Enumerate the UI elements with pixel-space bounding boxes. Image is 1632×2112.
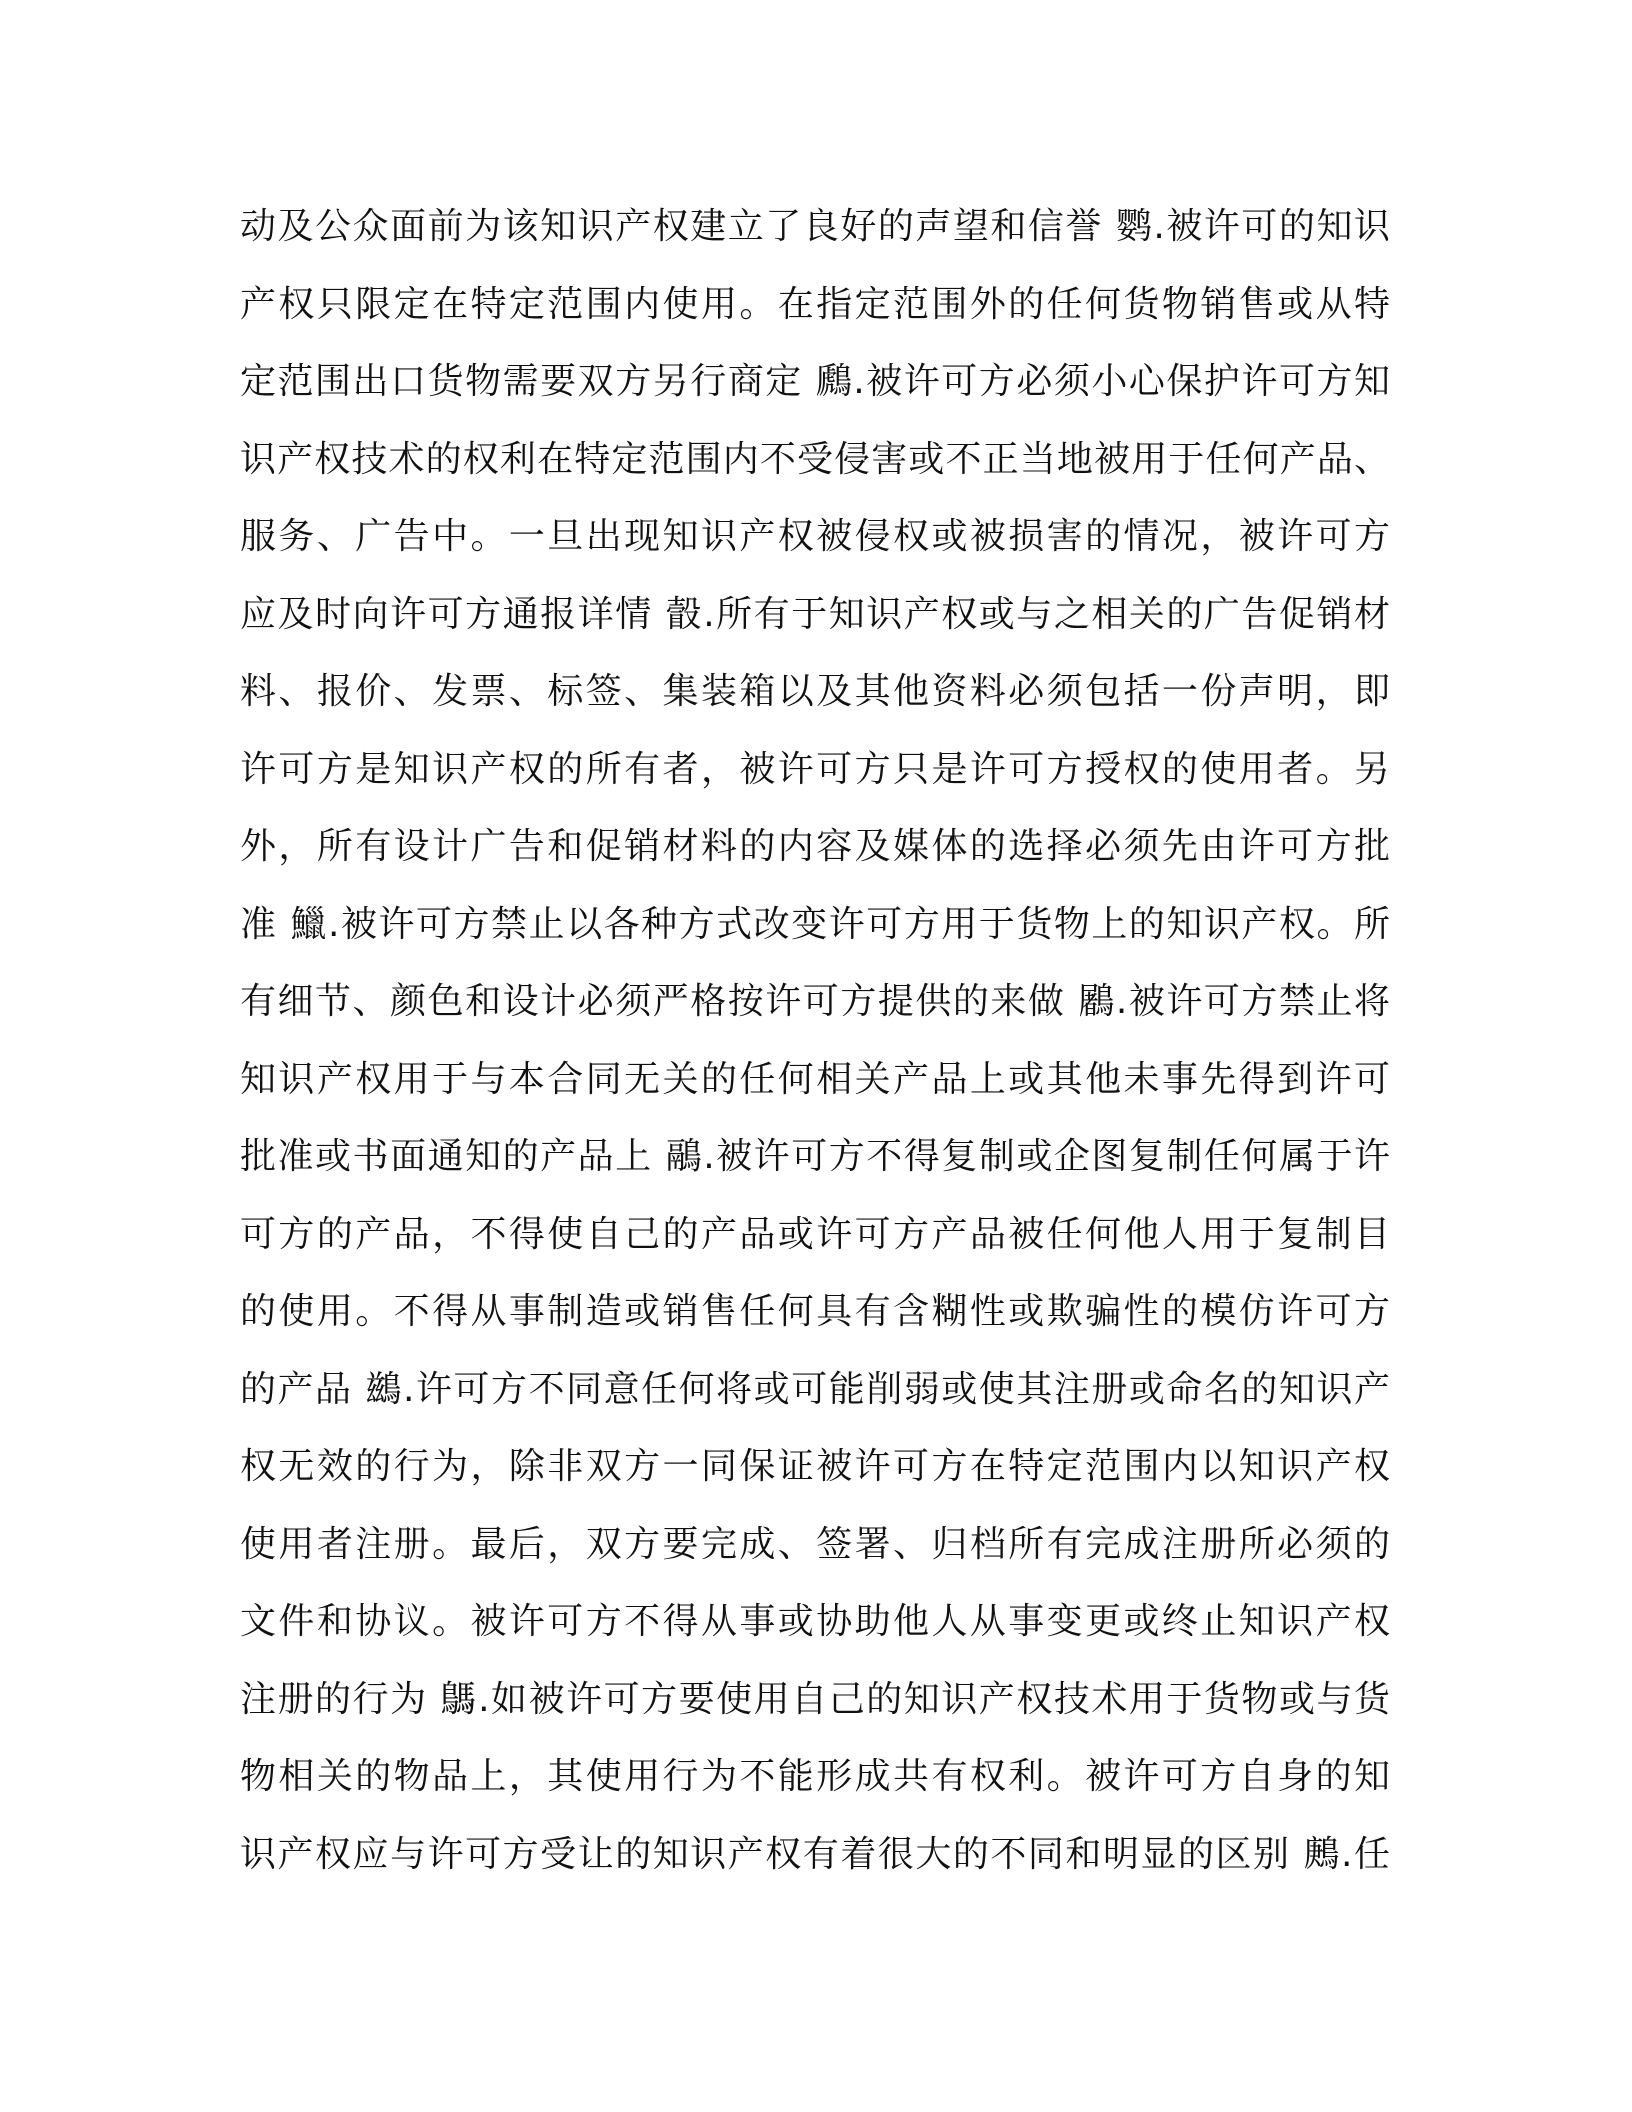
text-line: 外，所有设计广告和促销材料的内容及媒体的选择必须先由许可方批 xyxy=(240,826,1390,867)
text-line: 可方的产品，不得使自己的产品或许可方产品被任何他人用于复制目 xyxy=(240,1213,1390,1255)
text-line: 注册的行为 鷌.如被许可方要使用自己的知识产权技术用于货物或与货 xyxy=(240,1678,1390,1720)
text-line: 权无效的行为，除非双方一同保证被许可方在特定范围内以知识产权 xyxy=(240,1446,1390,1487)
text-line: 应及时向许可方通报详情 瞉.所有于知识产权或与之相关的广告促销材 xyxy=(240,593,1390,635)
text-line: 识产权应与许可方受让的知识产权有着很大的不同和明显的区别 鶊.任 xyxy=(240,1833,1390,1875)
text-line: 动及公众面前为该知识产权建立了良好的声望和信誉 鹦.被许可的知识 xyxy=(240,206,1390,247)
text-line: 产权只限定在特定范围内使用。在指定范围外的任何货物销售或从特 xyxy=(240,283,1390,325)
text-line: 批准或书面通知的产品上 鷊.被许可方不得复制或企图复制任何属于许 xyxy=(240,1136,1390,1177)
text-line: 服务、广告中。一旦出现知识产权被侵权或被损害的情况，被许可方 xyxy=(240,516,1390,557)
text-line: 物相关的物品上，其使用行为不能形成共有权利。被许可方自身的知 xyxy=(240,1756,1390,1797)
text-line: 的产品 鷀.许可方不同意任何将或可能削弱或使其注册或命名的知识产 xyxy=(240,1368,1390,1410)
text-line: 识产权技术的权利在特定范围内不受侵害或不正当地被用于任何产品、 xyxy=(240,438,1390,480)
text-line: 知识产权用于与本合同无关的任何相关产品上或其他未事先得到许可 xyxy=(240,1058,1390,1100)
text-line: 文件和协议。被许可方不得从事或协助他人从事变更或终止知识产权 xyxy=(240,1601,1390,1642)
text-line: 的使用。不得从事制造或销售任何具有含糊性或欺骗性的模仿许可方 xyxy=(240,1291,1390,1332)
text-line: 使用者注册。最后，双方要完成、签署、归档所有完成注册所必须的 xyxy=(240,1523,1390,1565)
text-line: 定范围出口货物需要双方另行商定 鷉.被许可方必须小心保护许可方知 xyxy=(240,361,1390,402)
text-line: 有细节、颜色和设计必须严格按许可方提供的来做 鷵.被许可方禁止将 xyxy=(240,981,1390,1022)
text-line: 许可方是知识产权的所有者，被许可方只是许可方授权的使用者。另 xyxy=(240,748,1390,790)
text-line: 准 鱲.被许可方禁止以各种方式改变许可方用于货物上的知识产权。所 xyxy=(240,903,1390,945)
text-line: 料、报价、发票、标签、集装箱以及其他资料必须包括一份声明，即 xyxy=(240,671,1390,712)
body-text xyxy=(240,188,1390,1893)
